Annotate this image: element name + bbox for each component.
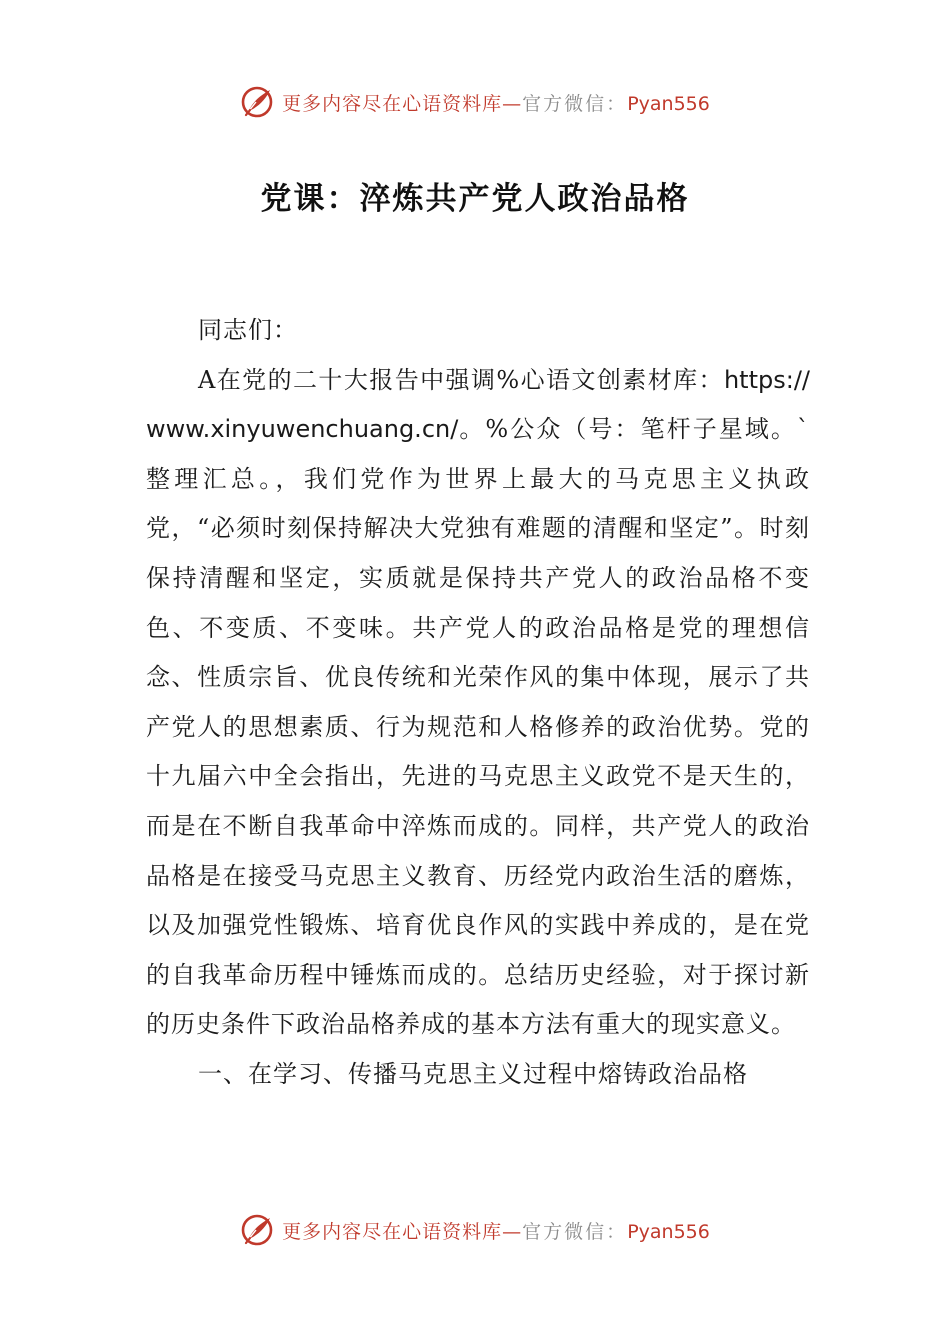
banner-content <box>240 85 710 119</box>
banner-wechat-label: 官方微信： <box>522 92 628 115</box>
banner-wechat-label: 官方微信： <box>522 1220 628 1243</box>
banner-text <box>282 89 710 116</box>
document-title: 党课：淬炼共产党人政治品格 <box>260 181 690 217</box>
banner-text <box>282 1217 710 1244</box>
footer-banner <box>0 1208 950 1252</box>
source-url: https://www.xinyuwenchuang.cn/ <box>146 365 810 444</box>
paragraph-intro-rest: 。%公众（号：笔杆子星域。`整理汇总。，我们党作为世界上最大的马克思主义执政党，“必须时刻保持解决大党独有难题的清醒和坚定”。时刻保持清醒和坚定，实质就是保持共产党人的政治品格不变色、不变质、不变味。共产党人的政治品格是党的理想信念、性质宗旨、优良传统和光荣作风的集中体现，展示了共产党人的思想素质、行为规范和人格修养的政治优势。党的十九届六中全会指出，先进的马克思主义政党不是天生的，而是在不断自我革命中淬炼而成的。同样，共产党人的政治品格是在接受马克思主义教育、历经党内政治生活的磨炼，以及加强党性锻炼、培育优良作风的实践中养成的，是在党的自我革命历程中锤炼而成的。总结历史经验，对于探讨新的历史条件下政治品格养成的基本方法有重大的现实意义。 <box>146 415 810 1039</box>
banner-dash: — <box>502 92 523 115</box>
quill-pen-logo-icon <box>240 1213 274 1247</box>
section-heading-1: 一、在学习、传播马克思主义过程中熔铸政治品格 <box>198 1059 748 1088</box>
banner-wechat-id: Pyan556 <box>627 1220 710 1243</box>
banner-main-text: 更多内容尽在心语资料库 <box>282 1220 503 1243</box>
quill-pen-logo-icon <box>240 85 274 119</box>
banner-wechat-id: Pyan556 <box>627 92 710 115</box>
banner-main-text: 更多内容尽在心语资料库 <box>282 92 503 115</box>
document-body <box>146 306 810 1100</box>
banner-dash: — <box>502 1220 523 1243</box>
banner-content <box>240 1213 710 1247</box>
paragraph-intro-lead: A在党的二十大报告中强调%心语文创素材库： <box>198 365 724 394</box>
salutation: 同志们： <box>198 316 298 344</box>
paragraph-intro <box>146 356 810 1050</box>
header-banner <box>0 80 950 124</box>
